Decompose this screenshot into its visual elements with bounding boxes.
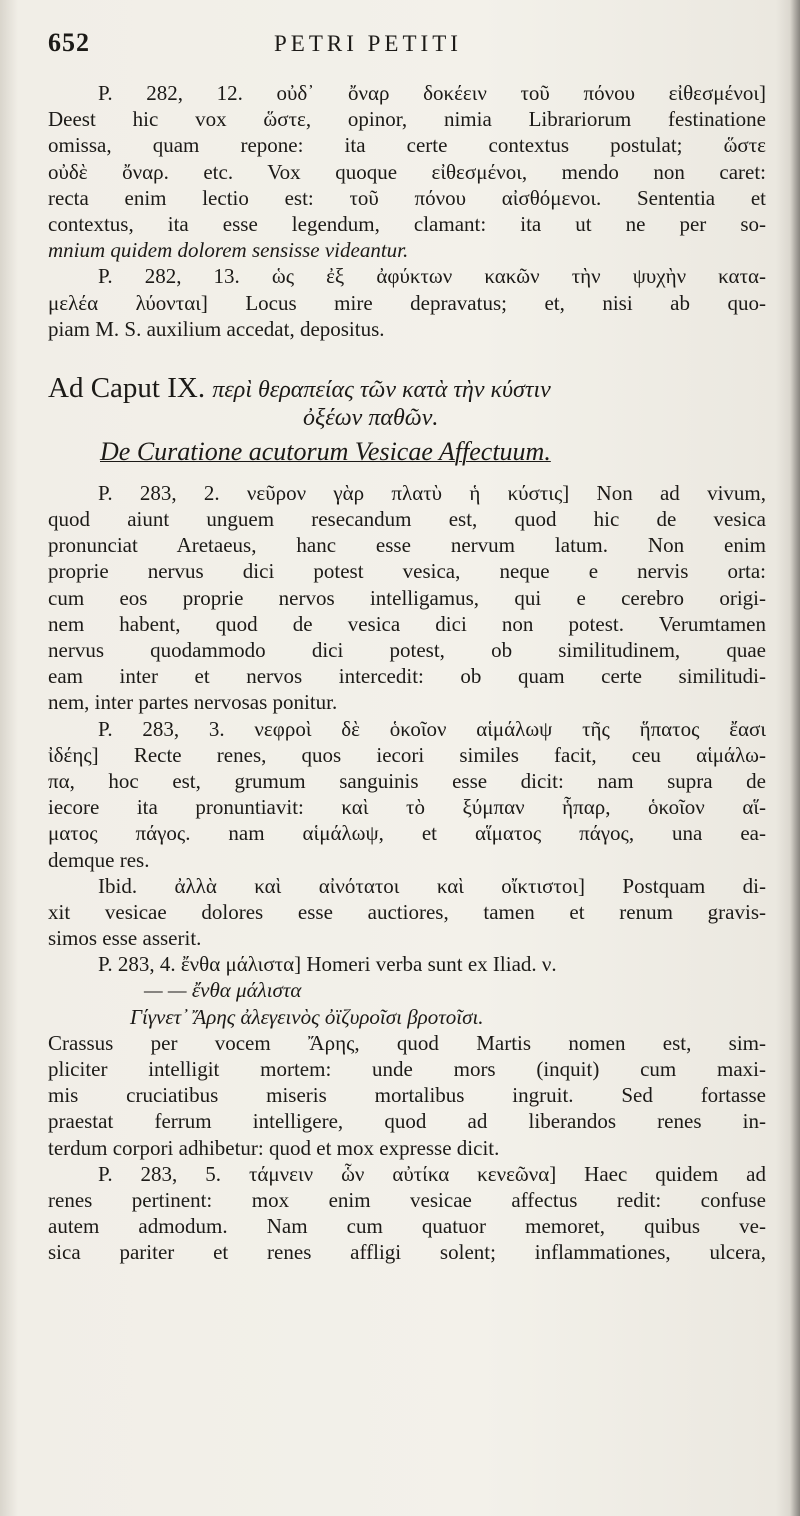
text-line: quod aiunt unguem resecandum est, quod hic de vesica xyxy=(48,507,766,532)
commentary-block-1 xyxy=(48,80,766,342)
text-line: demque res. xyxy=(48,847,150,872)
page-number: 652 xyxy=(48,28,90,57)
text-line: xit vesicae dolores esse auctiores, tamen et renum gravis- xyxy=(48,899,766,924)
text-line: Deest hic vox ὥστε, opinor, nimia Librariorum festinatione xyxy=(48,107,766,132)
page-header xyxy=(48,28,766,80)
text-line: πα, hoc est, grumum sanguinis esse dicit: nam supra de xyxy=(48,768,766,793)
text-line: οὐδὲ ὄναρ. etc. Vox quoque εἰθεσμένοι, mendo non caret: xyxy=(48,159,766,184)
text-line: μελέα λύονται] Locus mire depravatus; et, nisi ab quo- xyxy=(48,290,766,315)
text-line: cum eos proprie nervos intelligamus, qui e cerebro origi- xyxy=(48,585,766,610)
quotation-verse: Γίγνετ᾽ Ἄρης ἀλεγεινὸς ὀϊζυροῖσι βροτοῖσι. xyxy=(130,1004,484,1029)
text-line: pronunciat Aretaeus, hanc esse nervum latum. Non enim xyxy=(48,533,766,558)
homer-quotation xyxy=(48,977,766,1029)
text-line: proprie nervus dici potest vesica, neque e nervis orta: xyxy=(48,559,766,584)
text-line: ματος πάγος. nam αἱμάλωψ, et αἵματος πάγος, una ea- xyxy=(48,821,766,846)
commentary-block-2 xyxy=(48,480,766,978)
text-line: praestat ferrum intelligere, quod ad liberandos renes in- xyxy=(48,1109,766,1134)
text-line: mis cruciatibus miseris mortalibus ingruit. Sed fortasse xyxy=(48,1083,766,1108)
page-edge-shadow xyxy=(790,0,800,1516)
text-line: nervus quodammodo dici potest, ob similitudinem, quae xyxy=(48,638,766,662)
spacer xyxy=(48,472,766,480)
running-title: PETRI PETITI xyxy=(274,31,462,56)
text-line: iecore ita pronuntiavit: καὶ τὸ ξύμπαν ἧπαρ, ὁκοῖον αἵ- xyxy=(48,795,766,820)
chapter-title-greek: περὶ θεραπείας τῶν κατὰ τὴν κύστιν xyxy=(212,376,551,403)
text-line: P. 282, 13. ὡς ἐξ ἀφύκτων κακῶν τὴν ψυχὴν κατα- xyxy=(98,264,766,289)
text-line: ἰδέης] Recte renes, quos iecori similes facit, ceu αἱμάλω- xyxy=(48,742,766,767)
text-line: pliciter intelligit mortem: unde mors (inquit) cum maxi- xyxy=(48,1057,766,1081)
text-line: piam M. S. auxilium accedat, depositus. xyxy=(48,316,385,341)
text-line: simos esse asserit. xyxy=(48,926,202,951)
text-line: Crassus per vocem Ἄρης, quod Martis nomen est, sim- xyxy=(48,1030,766,1055)
text-line: nem, inter partes nervosas ponitur. xyxy=(48,690,338,715)
quotation-dash-line: — — ἔνθα μάλιστα xyxy=(144,978,302,1003)
text-line: renes pertinent: mox enim vesicae affectus redit: confuse xyxy=(48,1187,766,1212)
text-line: P. 283, 4. ἔνθα μάλιστα] Homeri verba sunt ex Iliad. ν. xyxy=(98,952,557,977)
chapter-title-greek-continued: ὀξέων παθῶν. xyxy=(303,404,439,431)
text-line: autem admodum. Nam cum quatuor memoret, quibus ve- xyxy=(48,1214,766,1239)
chapter-title-latin: Ad Caput IX. xyxy=(48,371,206,404)
text-line: terdum corpori adhibetur: quod et mox expresse dicit. xyxy=(48,1135,500,1160)
text-line: sica pariter et renes affligi solent; inflammationes, ulcera, xyxy=(48,1240,766,1265)
text-line: P. 283, 5. τάμνειν ὧν αὐτίκα κενεῶνα] Haec quidem ad xyxy=(98,1161,766,1186)
text-line: Ibid. ἀλλὰ καὶ αἰνότατοι καὶ οἴκτιστοι] Postquam di- xyxy=(98,873,766,898)
chapter-title-translation: De Curatione acutorum Vesicae Affectuum. xyxy=(100,436,551,466)
commentary-block-3 xyxy=(48,1030,766,1266)
text-line: nem habent, quod de vesica dici non potest. Verumtamen xyxy=(48,611,766,636)
text-line: eam inter et nervos intercedit: ob quam certe similitudi- xyxy=(48,664,766,689)
section-gap xyxy=(48,342,766,372)
text-line: mnium quidem dolorem sensisse videantur. xyxy=(48,238,409,263)
text-line: P. 283, 2. νεῦρον γὰρ πλατὺ ἡ κύστις] Non ad vivum, xyxy=(98,480,766,505)
text-line: recta enim lectio est: τοῦ πόνου αἰσθόμενοι. Sententia et xyxy=(48,185,766,210)
text-line: contextus, ita esse legendum, clamant: ita ut ne per so- xyxy=(48,211,766,236)
chapter-heading xyxy=(48,372,766,404)
text-line: P. 282, 12. οὐδ᾽ ὄναρ δοκέειν τοῦ πόνου εἰθεσμένοι] xyxy=(98,81,766,105)
text-line: omissa, quam repone: ita certe contextus postulat; ὥστε xyxy=(48,133,766,158)
text-line: P. 283, 3. νεφροὶ δὲ ὁκοῖον αἱμάλωψ τῆς ἥπατος ἔασι xyxy=(98,716,766,741)
